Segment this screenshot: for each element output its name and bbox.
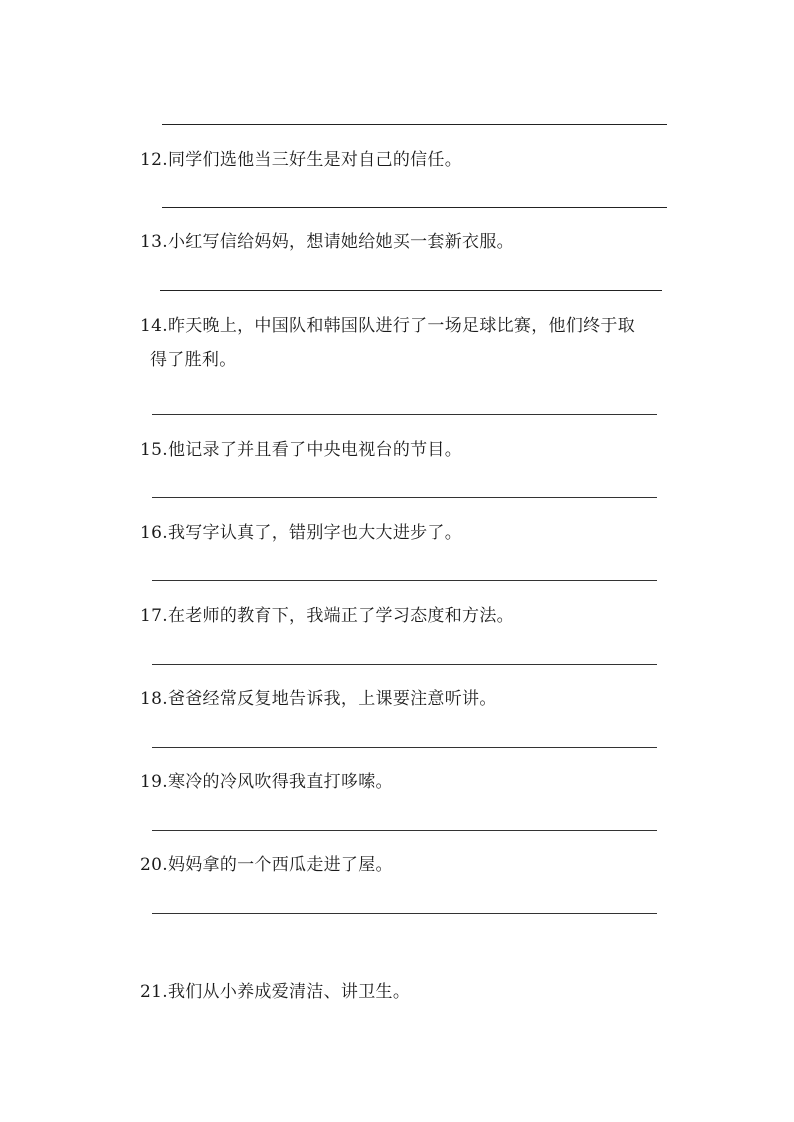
question-number: 21. — [140, 982, 168, 1002]
answer-line[interactable] — [160, 290, 662, 291]
question-text-continued: 得了胜利。 — [150, 350, 237, 370]
question-text: 妈妈拿的一个西瓜走进了屋。 — [167, 855, 393, 875]
question-number: 19. — [140, 772, 168, 792]
question-number: 17. — [140, 606, 168, 626]
question-13 — [140, 232, 514, 252]
question-text: 在老师的教育下，我端正了学习态度和方法。 — [167, 606, 514, 626]
question-text: 我们从小养成爱清洁、讲卫生。 — [167, 982, 411, 1002]
question-number: 18. — [140, 689, 168, 709]
answer-line[interactable] — [152, 497, 657, 498]
question-16 — [140, 523, 462, 543]
answer-line[interactable] — [152, 747, 657, 748]
question-21 — [140, 982, 410, 1002]
question-14 — [140, 316, 636, 370]
question-number: 13. — [140, 232, 168, 252]
question-18 — [140, 689, 497, 709]
answer-line[interactable] — [152, 580, 657, 581]
question-15 — [140, 440, 462, 460]
answer-line[interactable] — [162, 207, 667, 208]
question-text: 昨天晚上，中国队和韩国队进行了一场足球比赛，他们终于取 — [167, 316, 636, 336]
question-12 — [140, 150, 462, 170]
question-20 — [140, 855, 393, 875]
question-17 — [140, 606, 514, 626]
question-number: 12. — [140, 150, 168, 170]
answer-line[interactable] — [152, 414, 657, 415]
question-text: 我写字认真了，错别字也大大进步了。 — [167, 523, 463, 543]
question-text: 小红写信给妈妈，想请她给她买一套新衣服。 — [167, 232, 514, 252]
answer-line[interactable] — [152, 664, 657, 665]
question-number: 15. — [140, 440, 168, 460]
question-text: 寒冷的冷风吹得我直打哆嗦。 — [167, 772, 393, 792]
answer-line[interactable] — [152, 830, 657, 831]
question-text: 他记录了并且看了中央电视台的节目。 — [167, 440, 463, 460]
question-number: 16. — [140, 523, 168, 543]
answer-line[interactable] — [162, 124, 667, 125]
answer-line[interactable] — [152, 913, 657, 914]
question-number: 20. — [140, 855, 168, 875]
question-text: 爸爸经常反复地告诉我，上课要注意听讲。 — [167, 689, 497, 709]
question-19 — [140, 772, 393, 792]
question-number: 14. — [140, 316, 168, 336]
question-text: 同学们选他当三好生是对自己的信任。 — [167, 150, 463, 170]
